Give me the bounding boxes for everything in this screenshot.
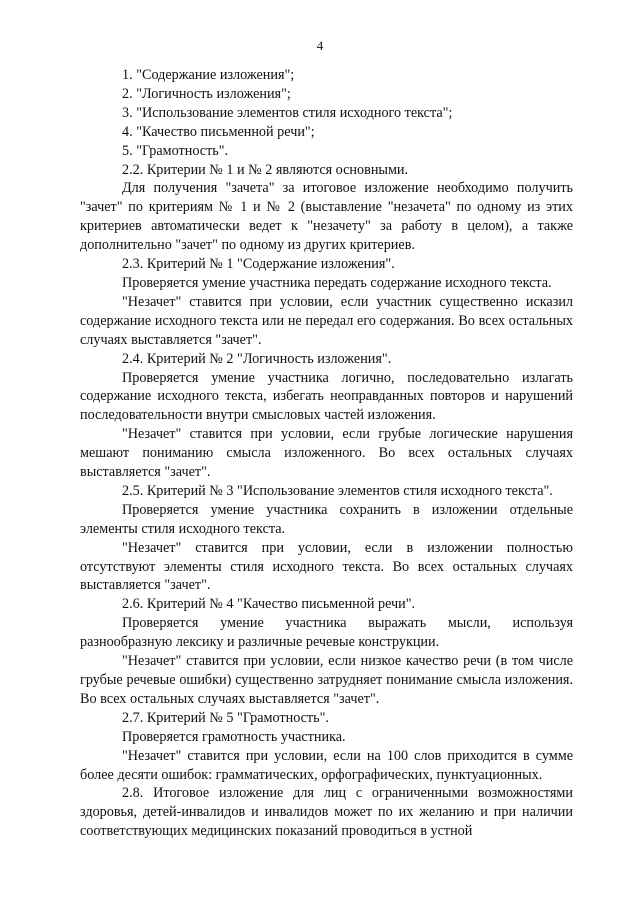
- section-2-4-heading: 2.4. Критерий № 2 "Логичность изложения".: [122, 350, 392, 367]
- section-2-7-heading: 2.7. Критерий № 5 "Грамотность".: [122, 709, 329, 726]
- paragraph-criterion-2-fail: "Незачет" ставится при условии, если грубые логические нарушения мешают пониманию смысла изложенного. Во всех остальных случаях выставляется "зачет".: [80, 426, 573, 481]
- list-item-criterion-3: 3. "Использование элементов стиля исходного текста";: [122, 104, 453, 121]
- list-item-criterion-5: 5. "Грамотность".: [122, 142, 229, 159]
- list-item-criterion-1: 1. "Содержание изложения";: [122, 67, 295, 83]
- paragraph-criterion-1-fail: "Незачет" ставится при условии, если участник существенно исказил содержание исходного текста или не передал его содержания. Во всех остальных случаях выставляется "зачет".: [80, 293, 573, 348]
- paragraph-criterion-1-check: Проверяется умение участника передать содержание исходного текста.: [122, 274, 552, 291]
- paragraph-criterion-3-check: Проверяется умение участника сохранить в изложении отдельные элементы стиля исходного текста.: [80, 501, 573, 537]
- paragraph-criterion-5-check: Проверяется грамотность участника.: [122, 728, 346, 745]
- paragraph-criterion-5-fail: "Незачет" ставится при условии, если на 100 слов приходится в сумме более десяти ошибок: грамматических, орфографических, пунктуационных.: [80, 747, 573, 783]
- list-item-criterion-2: 2. "Логичность изложения";: [122, 85, 291, 102]
- document-body: [80, 66, 573, 841]
- section-2-3-heading: 2.3. Критерий № 1 "Содержание изложения".: [122, 256, 395, 273]
- section-2-8-paragraph: 2.8. Итоговое изложение для лиц с ограниченными возможностями здоровья, детей-инвалидов и инвалидов может по их желанию и при наличии соответствующих медицинских показаний проводиться в устной: [80, 785, 573, 840]
- section-2-5-heading: 2.5. Критерий № 3 "Использование элементов стиля исходного текста".: [122, 482, 553, 499]
- section-2-2: 2.2. Критерии № 1 и № 2 являются основными.: [122, 161, 409, 178]
- paragraph-criterion-4-fail: "Незачет" ставится при условии, если низкое качество речи (в том числе грубые речевые ошибки) существенно затрудняет понимание смысла изложения. Во всех остальных случаях выставляется "зачет".: [80, 653, 573, 707]
- paragraph-pass-conditions: Для получения "зачета" за итоговое изложение необходимо получить "зачет" по критериям № 1 и № 2 (выставление "незачета" по одному из этих критериев автоматически ведет к "незачету" за работу в целом), а также дополнительно "зачет" по одному из других критериев.: [80, 180, 573, 254]
- paragraph-criterion-3-fail: "Незачет" ставится при условии, если в изложении полностью отсутствуют элементы стиля исходного текста. Во всех остальных случаях выставляется "зачет".: [80, 539, 573, 594]
- paragraph-criterion-2-check: Проверяется умение участника логично, последовательно излагать содержание исходного текста, избегать неоправданных повторов и нарушений последовательности внутри смысловых частей изложения.: [80, 369, 573, 424]
- page-number: 4: [316, 38, 324, 53]
- list-item-criterion-4: 4. "Качество письменной речи";: [122, 123, 315, 140]
- section-2-6-heading: 2.6. Критерий № 4 "Качество письменной речи".: [122, 596, 416, 613]
- paragraph-criterion-4-check: Проверяется умение участника выражать мысли, используя разнообразную лексику и различные речевые конструкции.: [80, 615, 573, 651]
